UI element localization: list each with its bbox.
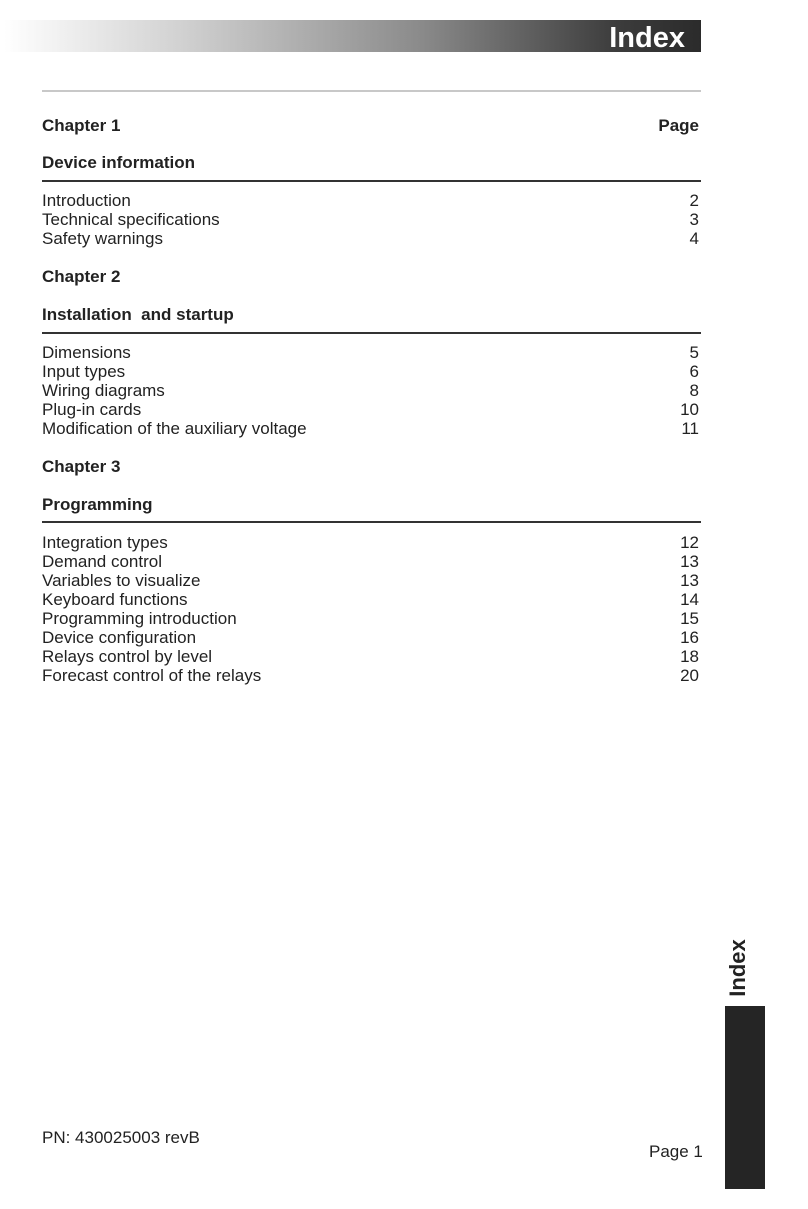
entry-text: Safety warnings (42, 229, 163, 248)
entry-text: Programming introduction (42, 609, 237, 628)
chapter-divider (42, 180, 701, 182)
entry-text: Demand control (42, 552, 163, 571)
entry-text: Plug-in cards (42, 400, 142, 419)
entry-text: Wiring diagrams (42, 381, 165, 400)
toc-entry[interactable] (42, 590, 699, 610)
toc-entry[interactable] (42, 419, 699, 439)
entry-page: 10 (680, 400, 699, 419)
toc-entry[interactable] (42, 362, 699, 382)
side-tab-block (725, 1006, 765, 1189)
entry-page: 11 (681, 419, 699, 438)
toc-entry[interactable] (42, 666, 699, 686)
entry-text: Input types (42, 362, 126, 381)
entry-text: Technical specifications (42, 210, 220, 229)
entry-text: Modification of the auxiliary voltage (42, 419, 307, 438)
toc-entry[interactable] (42, 343, 699, 363)
header-bar (4, 20, 701, 52)
entry-page: 20 (680, 666, 699, 685)
side-tab-label: Index (725, 939, 750, 997)
toc-entry[interactable] (42, 647, 699, 667)
entry-page: 13 (680, 552, 699, 571)
entry-text: Integration types (42, 533, 168, 552)
chapter-label: Chapter 1 (42, 116, 121, 135)
header-title: Index (609, 22, 685, 54)
chapter-divider (42, 332, 701, 334)
entry-text: Introduction (42, 191, 131, 210)
toc-entry[interactable] (42, 229, 699, 249)
toc-entry[interactable] (42, 609, 699, 629)
chapter-title: Device information (42, 153, 196, 172)
entry-text: Relays control by level (42, 647, 213, 666)
entry-page: 6 (689, 362, 699, 381)
toc-entry[interactable] (42, 571, 699, 591)
entry-text: Device configuration (42, 628, 197, 647)
toc-entry[interactable] (42, 628, 699, 648)
entry-page: 12 (680, 533, 699, 552)
toc-entry[interactable] (42, 400, 699, 420)
entry-text: Forecast control of the relays (42, 666, 262, 685)
toc-entry[interactable] (42, 552, 699, 572)
entry-page: 3 (689, 210, 699, 229)
top-divider (42, 90, 701, 92)
entry-page: 16 (680, 628, 699, 647)
toc-entry[interactable] (42, 381, 699, 401)
page-column-label: Page (658, 116, 699, 135)
toc-entry[interactable] (42, 533, 699, 553)
chapter-label: Chapter 3 (42, 457, 121, 476)
chapter-divider (42, 521, 701, 523)
entry-page: 15 (680, 609, 699, 628)
chapter-title: Installation and startup (42, 305, 234, 324)
toc-entry[interactable] (42, 210, 699, 230)
toc-header-row (42, 116, 699, 136)
entry-page: 14 (680, 590, 699, 609)
part-number: PN: 430025003 revB (42, 1128, 200, 1147)
chapter-label: Chapter 2 (42, 267, 121, 286)
entry-text: Keyboard functions (42, 590, 188, 609)
entry-page: 8 (689, 381, 699, 400)
page-number: Page 1 (649, 1142, 703, 1161)
toc-entry[interactable] (42, 191, 699, 211)
entry-text: Variables to visualize (42, 571, 201, 590)
entry-page: 18 (680, 647, 699, 666)
entry-page: 5 (689, 343, 699, 362)
chapter-title: Programming (42, 495, 153, 514)
entry-page: 13 (680, 571, 699, 590)
entry-text: Dimensions (42, 343, 131, 362)
entry-page: 2 (689, 191, 699, 210)
entry-page: 4 (689, 229, 699, 248)
